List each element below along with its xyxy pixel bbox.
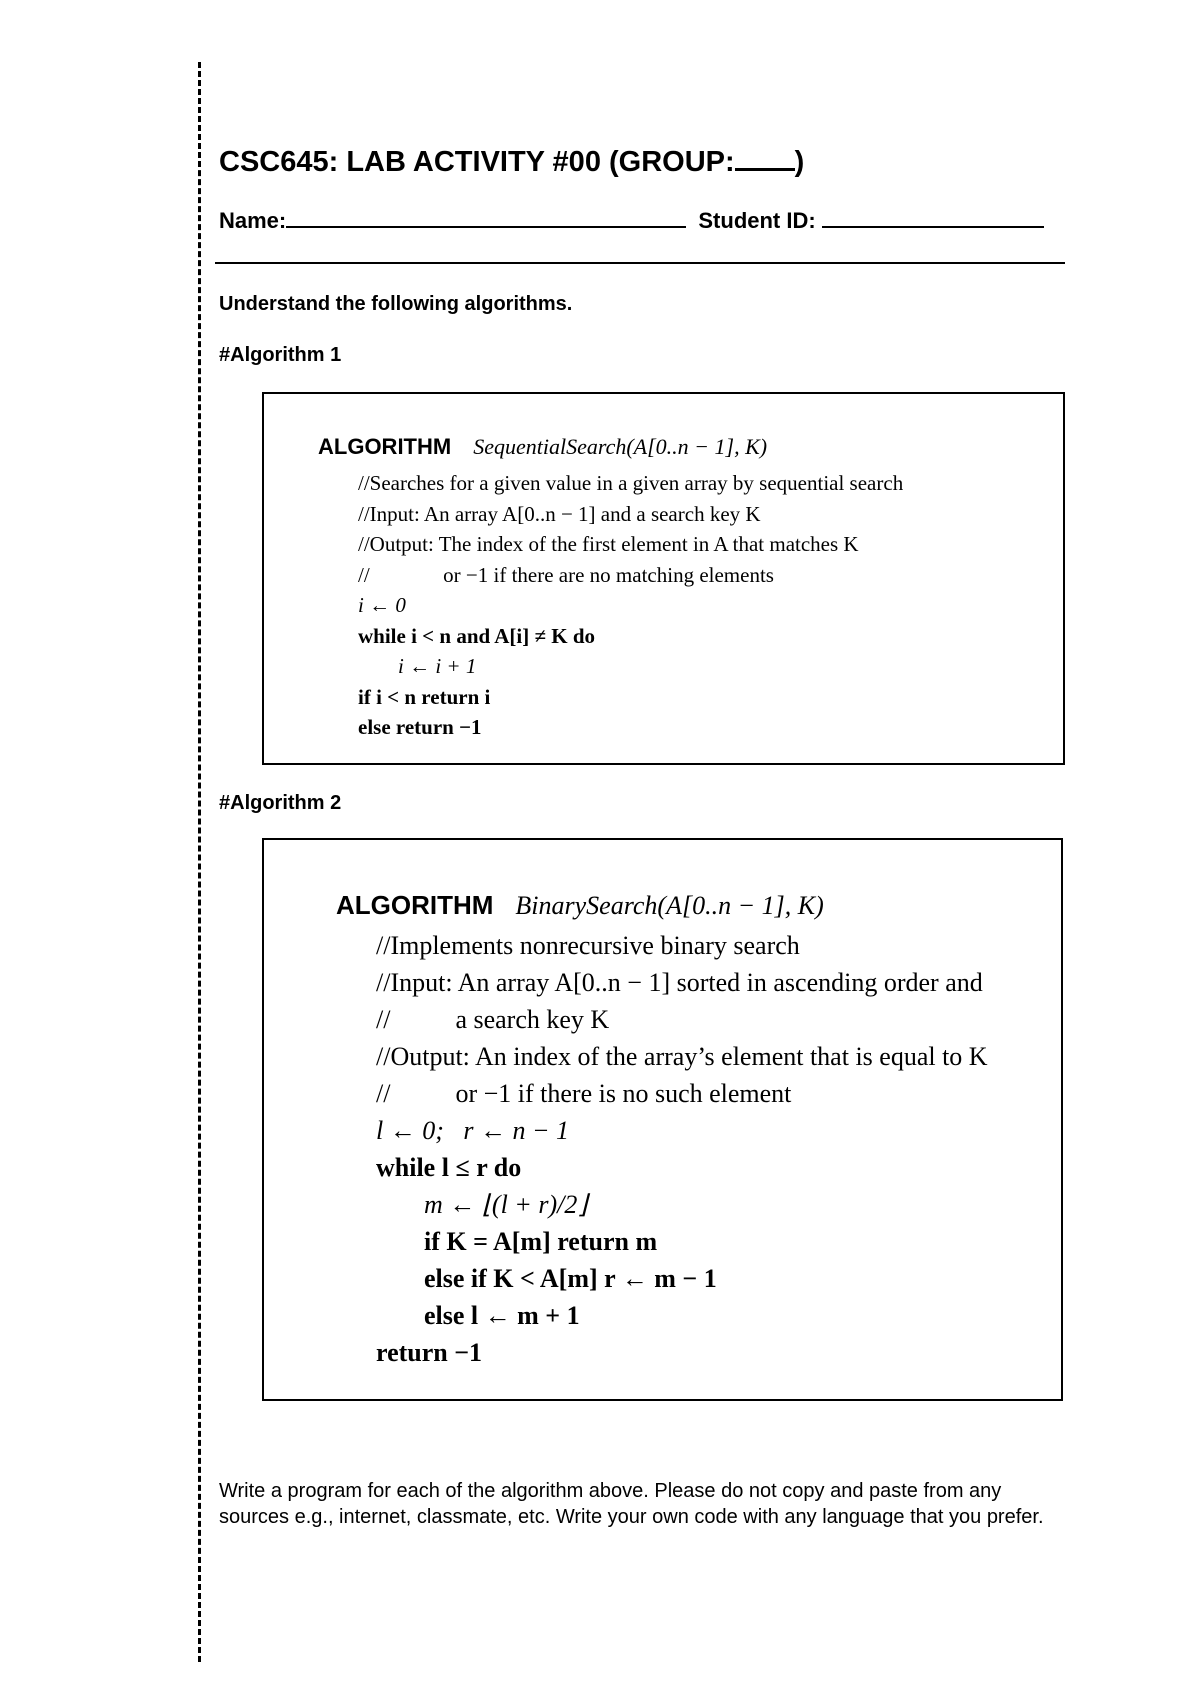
code-line: else l ← m + 1 xyxy=(424,1301,580,1330)
name-blank[interactable] xyxy=(286,206,686,228)
algorithm1-heading: #Algorithm 1 xyxy=(219,344,342,366)
code-line: //Output: An index of the array’s element that is equal to K xyxy=(376,1042,988,1071)
instructions-text: Write a program for each of the algorithm above. Please do not copy and paste from any sources e.g., internet, classmate, etc. Write your own code with any language that you prefer. xyxy=(219,1480,1044,1528)
dashed-margin-line xyxy=(198,62,201,1662)
header-divider xyxy=(215,262,1065,264)
code-line: // or −1 if there is no such element xyxy=(376,1079,792,1108)
algorithm1-box xyxy=(262,392,1065,765)
algorithm2-box xyxy=(262,838,1063,1401)
group-blank[interactable] xyxy=(735,142,795,171)
algorithm2-header xyxy=(336,890,1061,921)
code-line: while l ≤ r do xyxy=(376,1153,522,1182)
code-line: //Output: The index of the first element in A that matches K xyxy=(358,532,859,556)
algorithm2-heading: #Algorithm 2 xyxy=(219,792,342,814)
name-label: Name: xyxy=(219,208,287,233)
algorithm-keyword: ALGORITHM xyxy=(336,890,494,920)
student-fields xyxy=(219,206,1069,234)
code-line: return −1 xyxy=(376,1338,483,1367)
code-line: else if K < A[m] r ← m − 1 xyxy=(424,1264,717,1293)
code-line: i ← i + 1 xyxy=(398,654,477,678)
title-close: ) xyxy=(794,146,805,178)
code-line: if K = A[m] return m xyxy=(424,1227,658,1256)
algorithm1-header xyxy=(318,434,1063,460)
algorithm1-signature: SequentialSearch(A[0..n − 1], K) xyxy=(473,434,768,459)
algorithm-keyword: ALGORITHM xyxy=(318,434,452,459)
intro-text: Understand the following algorithms. xyxy=(219,293,573,315)
student-id-blank[interactable] xyxy=(822,206,1044,228)
code-line: // a search key K xyxy=(376,1005,610,1034)
code-line: //Input: An array A[0..n − 1] and a search key K xyxy=(358,501,761,526)
code-line: m ← ⌊(l + r)/2⌋ xyxy=(424,1190,588,1219)
code-line: //Implements nonrecursive binary search xyxy=(376,931,800,960)
title-text: CSC645: LAB ACTIVITY #00 (GROUP: xyxy=(219,146,735,178)
code-line: if i < n return i xyxy=(358,684,491,709)
code-line: else return −1 xyxy=(358,715,482,739)
code-line: i ← 0 xyxy=(358,593,406,617)
code-line: // or −1 if there are no matching elements xyxy=(358,562,774,587)
page-title xyxy=(219,142,804,179)
code-line: l ← 0; r ← n − 1 xyxy=(376,1116,570,1145)
algorithm2-signature: BinarySearch(A[0..n − 1], K) xyxy=(515,891,824,920)
code-line: //Input: An array A[0..n − 1] sorted in ascending order and xyxy=(376,968,983,997)
student-id-label: Student ID: xyxy=(698,208,816,233)
code-line: while i < n and A[i] ≠ K do xyxy=(358,623,596,648)
code-line: //Searches for a given value in a given array by sequential search xyxy=(358,471,904,495)
